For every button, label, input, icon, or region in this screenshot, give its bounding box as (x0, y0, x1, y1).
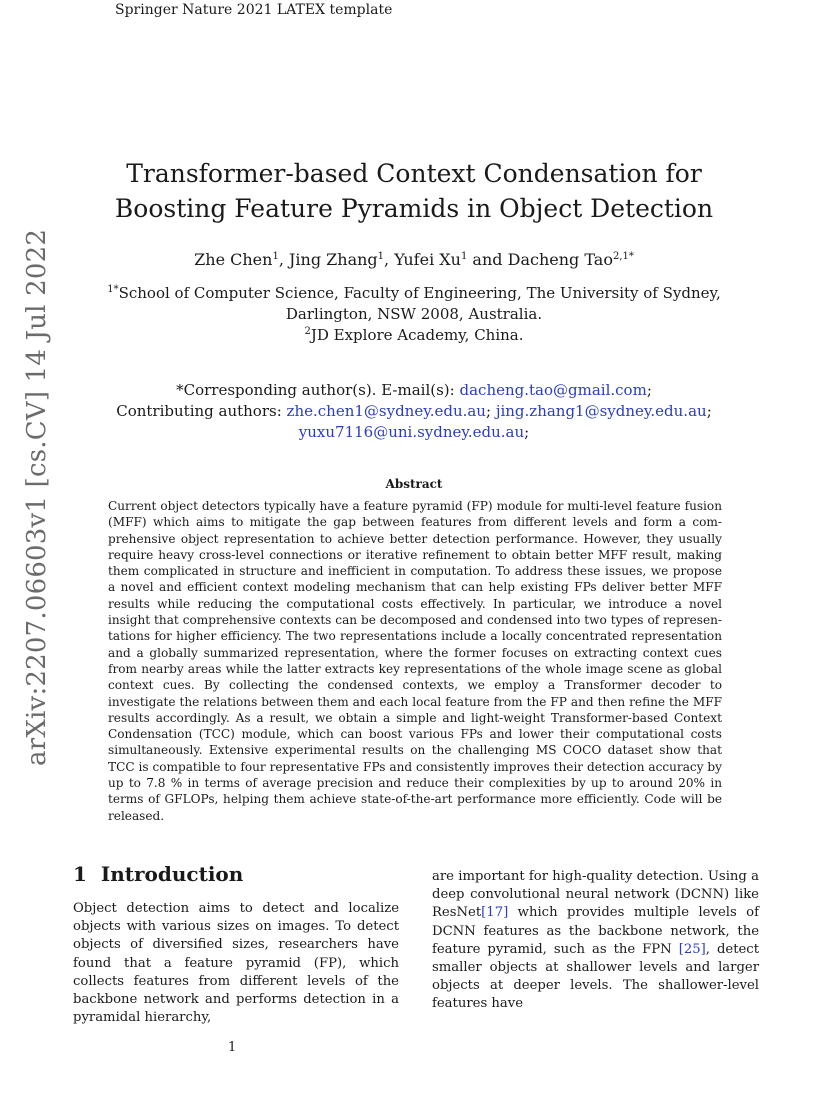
arxiv-side-stamp: arXiv:2207.06603v1 [cs.CV] 14 Jul 2022 (22, 228, 52, 766)
body-text: , detect smaller objects at shallower levels and larger objects at deeper levels. The shallower-level features have (432, 941, 759, 1012)
body-column-right (432, 868, 759, 1014)
affiliations (100, 283, 728, 346)
citation-link[interactable]: [17] (481, 905, 509, 921)
paper-title: Transformer-based Context Condensation for Boosting Feature Pyramids in Object Detection (114, 159, 714, 223)
author-affil-sup: 2,1* (612, 251, 634, 262)
author-list: Zhe Chen$^1$, Jing Zhang$^1$, Yufei Xu$^1$ and Dacheng Tao$^{2,1*}$ (194, 250, 634, 269)
author-affil-sup: 1 (460, 251, 468, 262)
author-affil-sup: 1 (272, 251, 279, 262)
affil-sup: 2 (304, 326, 311, 337)
citation-link[interactable]: [25] (678, 941, 706, 957)
body-column-left: Object detection aims to detect and localize objects with various sizes on images. To detect objects of diversified sizes, researchers have found that a feature pyramid (FP), which collects features from different levels of the backbone network and performs detection in a pyramidal hierarchy, (73, 901, 399, 1026)
email-link-1[interactable]: zhe.chen1@sydney.edu.au (286, 402, 486, 420)
affiliation-1-line2: Darlington, NSW 2008, Australia. (285, 305, 543, 323)
corresponding-email-link[interactable]: dacheng.tao@gmail.com (459, 381, 647, 399)
email-link-2[interactable]: jing.zhang1@sydney.edu.au (495, 402, 707, 420)
affiliation-1: School of Computer Science, Faculty of Engineering, The University of Sydney, (118, 284, 721, 302)
author-affil-sup: 1 (377, 251, 385, 262)
page-number: 1 (228, 1040, 237, 1055)
author-name: Jing Zhang (288, 250, 378, 269)
abstract-heading: Abstract (385, 477, 443, 491)
body-text: which provides multiple levels of DCNN features as the backbone network, the feature pyramid, such as the FPN (432, 905, 759, 957)
author-name: Zhe Chen (194, 250, 273, 269)
contact-info: *Corresponding author(s). E-mail(s): dacheng.tao@gmail.com; Contributing authors: zhe.chen1@sydney.edu.au; jing.zhang1@sydney.edu.au; yuxu7116@uni.sydney.edu.au; (116, 381, 712, 441)
body-text: are important for high-quality detection. Using a deep convolutional neural network (DCNN) like ResNet (432, 869, 759, 921)
email-link-3[interactable]: yuxu7116@uni.sydney.edu.au (298, 423, 525, 441)
section-heading (73, 862, 243, 886)
affil-sup: 1* (107, 284, 119, 295)
author-name: Yufei Xu (394, 250, 461, 269)
running-header: Springer Nature 2021 LATEX template (115, 2, 393, 18)
author-name: Dacheng Tao (507, 250, 613, 269)
corresponding-label: *Corresponding author(s). E-mail(s): (176, 381, 455, 399)
contributing-label: Contributing authors: (116, 402, 282, 420)
section-title: Introduction (100, 862, 244, 886)
affiliation-2: JD Explore Academy, China. (310, 326, 524, 344)
abstract-body: Current object detectors typically have a feature pyramid (FP) module for multi-level feature fusion (MFF) which aims to mitigate the gap between features from different levels and form a comprehensive object representation to achieve better detection performance. However, they usually require heavy cross-level connections or iterative refinement to obtain better MFF result, making them complicated in structure and inefficient in computation. To address these issues, we propose a novel and efficient context modeling mechanism that can help existing FPs deliver better MFF results while reducing the computational costs effectively. In particular, we introduce a novel insight that comprehensive contexts can be decomposed and condensed into two types of representations for higher efficiency. The two representations include a locally concentrated representation and a globally summarized representation, where the former focuses on extracting context cues from nearby areas while the latter extracts key representations of the whole image scene as global context cues. By collecting the condensed contexts, we employ a Transformer decoder to investigate the relations between them and each local feature from the FP and then refine the MFF results accordingly. As a result, we obtain a simple and light-weight Transformer-based Context Condensation (TCC) module, which can boost various FPs and lower their computational costs simultaneously. Extensive experimental results on the challenging MS COCO dataset show that TCC is compatible to four representative FPs and consistently improves their detection accuracy by up to 7.8 % in terms of average precision and reduce their complexities by up to around 20% in terms of GFLOPs, helping them achieve state-of-the-art performance more efficiently. Code will be released. (108, 499, 722, 823)
section-number: 1 (73, 862, 87, 886)
